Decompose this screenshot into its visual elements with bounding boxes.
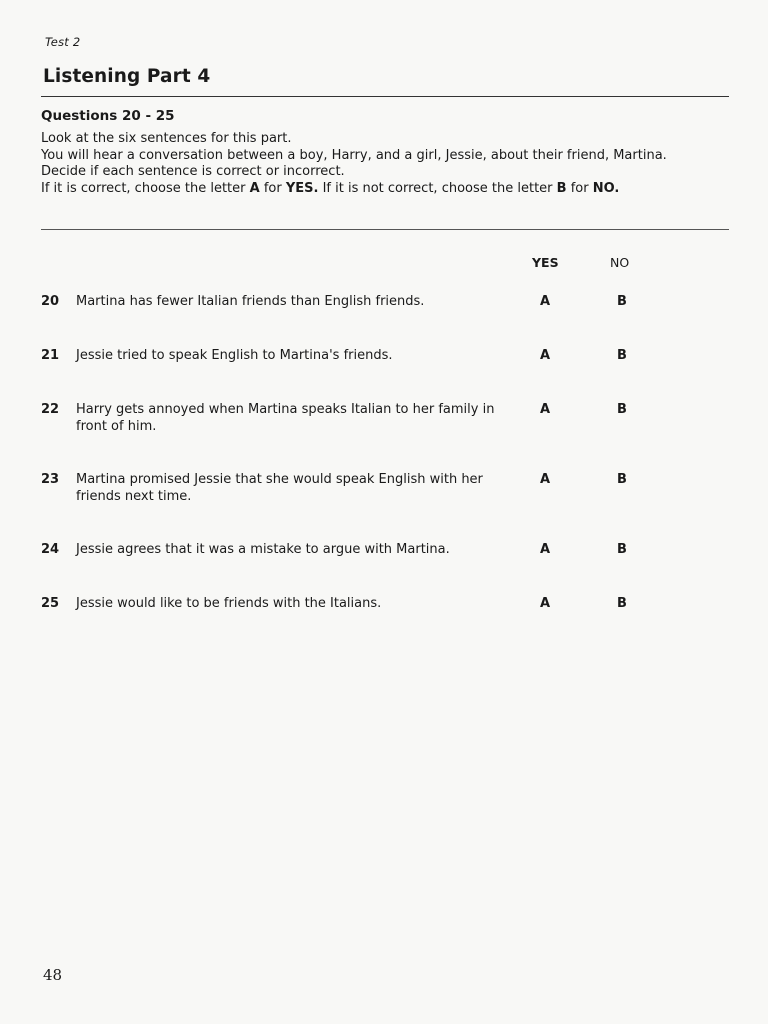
- column-header-no: NO: [610, 255, 630, 270]
- page-title: Listening Part 4: [43, 66, 211, 87]
- instruction-letter-a: A: [249, 180, 260, 196]
- instructions: [41, 131, 731, 197]
- answer-option-a[interactable]: A: [540, 348, 551, 363]
- question-number: 23: [41, 472, 60, 487]
- instruction-line-3: Decide if each sentence is correct or incorrect.: [41, 164, 345, 179]
- questions-heading: Questions 20 - 25: [41, 108, 175, 124]
- instruction-yes: YES.: [285, 180, 319, 196]
- answer-option-b[interactable]: B: [617, 472, 627, 487]
- instruction-line-1: Look at the six sentences for this part.: [41, 131, 292, 146]
- instruction-text: for: [566, 180, 593, 196]
- question-number: 22: [41, 402, 60, 417]
- answer-option-b[interactable]: B: [617, 596, 627, 611]
- question-text: Martina promised Jessie that she would speak English with her friends next time.: [76, 472, 483, 504]
- instruction-no: NO.: [592, 180, 620, 196]
- instruction-text: If it is correct, choose the letter: [41, 180, 250, 196]
- question-number: 25: [41, 596, 60, 611]
- page-number: 48: [43, 966, 63, 984]
- answer-option-b[interactable]: B: [617, 402, 627, 417]
- answer-option-b[interactable]: B: [617, 542, 627, 557]
- instruction-letter-b: B: [556, 180, 567, 196]
- question-text: Jessie agrees that it was a mistake to argue with Martina.: [76, 542, 450, 557]
- answer-option-a[interactable]: A: [540, 294, 551, 309]
- title-divider: [41, 96, 729, 97]
- question-text: Jessie tried to speak English to Martina's friends.: [76, 348, 393, 363]
- answer-option-a[interactable]: A: [540, 596, 551, 611]
- question-number: 24: [41, 542, 60, 557]
- answer-option-b[interactable]: B: [617, 348, 627, 363]
- instruction-text: If it is not correct, choose the letter: [318, 180, 557, 196]
- instruction-line-4: [41, 181, 731, 198]
- answer-option-a[interactable]: A: [540, 542, 551, 557]
- instruction-text: for: [259, 180, 286, 196]
- running-head: Test 2: [45, 35, 81, 49]
- answer-option-a[interactable]: A: [540, 402, 551, 417]
- column-header-yes: YES: [532, 255, 559, 270]
- question-text: Harry gets annoyed when Martina speaks Italian to her family in front of him.: [76, 402, 495, 434]
- answer-option-a[interactable]: A: [540, 472, 551, 487]
- question-number: 21: [41, 348, 60, 363]
- question-text: Jessie would like to be friends with the Italians.: [76, 596, 382, 611]
- question-number: 20: [41, 294, 60, 309]
- section-divider: [41, 229, 729, 230]
- instruction-line-2: You will hear a conversation between a boy, Harry, and a girl, Jessie, about their friend, Martina.: [41, 147, 667, 163]
- question-text: Martina has fewer Italian friends than English friends.: [76, 294, 425, 309]
- answer-option-b[interactable]: B: [617, 294, 627, 309]
